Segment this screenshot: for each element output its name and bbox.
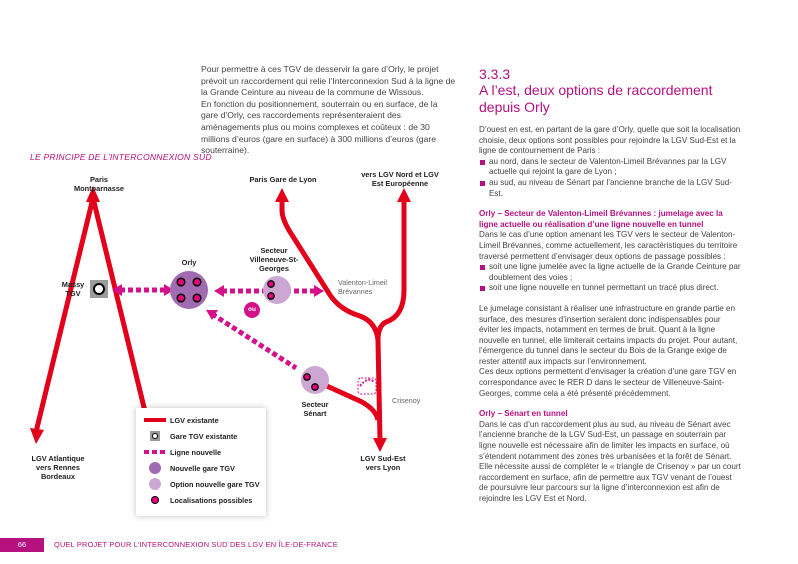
orly-station <box>170 271 208 309</box>
legend-item <box>142 478 260 490</box>
label-lgv-atlantique: LGV Atlantique vers Rennes Bordeaux <box>31 454 85 481</box>
legend-item <box>142 414 219 426</box>
label-valenton: Valenton-Limeil Brévannes <box>338 278 388 296</box>
label-lgv-nord: vers LGV Nord et LGV Est Européenne <box>361 170 439 188</box>
label-villeneuve: Secteur Villeneuve-St-Georges <box>249 246 299 273</box>
diagram-title: LE PRINCIPE DE L’INTERCONNEXION SUD <box>30 152 212 162</box>
lgv-atlantique-line <box>30 186 156 444</box>
diagram-legend <box>136 408 266 516</box>
paragraph: D’ouest en est, en partant de la gare d’Orly, quelle que soit la localisation choisie, deux options sont possibles pour rejoindre la LGV Sud-Est et la ligne de contournement de Paris : <box>479 125 741 156</box>
red-line-swatch <box>144 418 166 422</box>
intro-paragraph-1: Pour permettre à ces TGV de desservir la gare d’Orly, le projet prévoit un raccordement qui relie l’Interconnexion Sud à la ligne de la Grande Ceinture au niveau de la commune de Wissous. <box>201 64 456 98</box>
subheading: Orly – Secteur de Valenton-Limeil Brévannes : jumelage avec la ligne actuelle ou réalisation d’une ligne nouvelle en tunnel <box>479 209 723 229</box>
station-icon <box>150 431 160 441</box>
bullet-list <box>479 262 741 294</box>
legend-label: Gare TGV existante <box>170 431 238 441</box>
legend-item <box>142 430 237 442</box>
subheading: Orly – Sénart en tunnel <box>479 409 568 419</box>
legend-label: LGV existante <box>170 415 219 425</box>
paragraph: Dans le cas d’une option amenant les TGV vers le secteur de Valenton-Limeil Brévannes, comme actuellement, les caractéristiques du territoire traversé permettent d’envisager deux options de passage possibles : <box>479 230 738 261</box>
label-gare-de-lyon: Paris Gare de Lyon <box>249 175 317 184</box>
label-senart: Secteur Sénart <box>301 400 329 418</box>
bullet-list <box>479 157 741 199</box>
dashed-line-swatch <box>144 450 166 454</box>
villeneuve-station-option <box>263 276 291 304</box>
legend-label: Option nouvelle gare TGV <box>170 479 260 489</box>
location-dot <box>151 496 159 504</box>
legend-item <box>142 446 221 458</box>
label-ou: ou <box>248 306 256 313</box>
new-station-dot <box>149 462 161 474</box>
legend-label: Ligne nouvelle <box>170 447 222 457</box>
legend-label: Localisations possibles <box>170 495 253 505</box>
massy-station <box>90 280 108 298</box>
paragraph: Ces deux options permettent d’envisager la création d’une gare TGV en correspondance avec le RER D dans le secteur de Villeneuve-Saint-Georges, comme cela a été présenté précédemment. <box>479 367 737 398</box>
footer-title: QUEL PROJET POUR L’INTERCONNEXION SUD DES LGV EN ÎLE-DE-FRANCE <box>54 540 338 549</box>
intro-paragraph-2: En fonction du positionnement, souterrain ou en surface, de la gare d’Orly, ces raccordements représenteraient des aménagements plus ou moins complexes et coûteux : de 30 millions d’euros (gare en surface) à 300 millions d’euros (gare souterraine). <box>201 98 438 156</box>
page-footer <box>0 538 798 552</box>
paragraph: Le jumelage consistant à réaliser une infrastructure en grande partie en surface, des mesures d’insertion seraient donc indispensables pour éviter les impacts, notamment en termes de bruit. Quant à la ligne nouvelle en tunnel, elle limiterait certains impacts du projet. Pour autant, l’émergence du tunnel dans le secteur du Bois de la Grange exige de rester attentif aux impacts sur l’environnement. <box>479 303 738 366</box>
legend-item <box>142 494 252 506</box>
bullet-item: au nord, dans le secteur de Valenton-Limeil Brévannes par la LGV actuelle qui rejoint la gare de Lyon ; <box>479 157 741 178</box>
legend-label: Nouvelle gare TGV <box>170 463 235 473</box>
paragraph: Dans le cas d’un raccordement plus au sud, au niveau de Sénart avec l’ancienne branche de la LGV Sud-Est, un passage en souterrain par ligne nouvelle est nécessaire afin de limiter les impacts en surface, où s’étendent notamment des zones très urbanisées et la forêt de Sénart. Elle nécessite aussi de compléter le « triangle de Crisenoy » par un court raccordement en surface, afin de permettre aux TGV venant de l’ouest de poursuivre leur parcours sur la ligne d’interconnexion est afin de rejoindre les LGV Est et Nord. <box>479 419 741 503</box>
label-montparnasse: Paris Montparnasse <box>73 175 125 193</box>
section-title: A l’est, deux options de raccordement depuis Orly <box>479 82 713 115</box>
section-number: 3.3.3 <box>479 66 511 82</box>
bullet-item: soit une ligne jumelée avec la ligne actuelle de la Grande Ceinture par doublement des voies ; <box>479 262 741 283</box>
label-crisenoy: Crisenoy <box>392 396 421 405</box>
label-orly: Orly <box>181 258 197 267</box>
senart-station-option <box>301 366 329 394</box>
page-number: 66 <box>0 538 44 552</box>
label-massy: Massy TGV <box>61 280 85 298</box>
option-station-dot <box>149 478 161 490</box>
bullet-item: au sud, au niveau de Sénart par l’ancienne branche de la LGV Sud-Est. <box>479 178 741 199</box>
legend-item <box>142 462 235 474</box>
label-lgv-sud-est: LGV Sud-Est vers Lyon <box>360 454 406 472</box>
bullet-item: soit une ligne nouvelle en tunnel permettant un tracé plus direct. <box>479 283 741 294</box>
right-column <box>479 125 741 505</box>
